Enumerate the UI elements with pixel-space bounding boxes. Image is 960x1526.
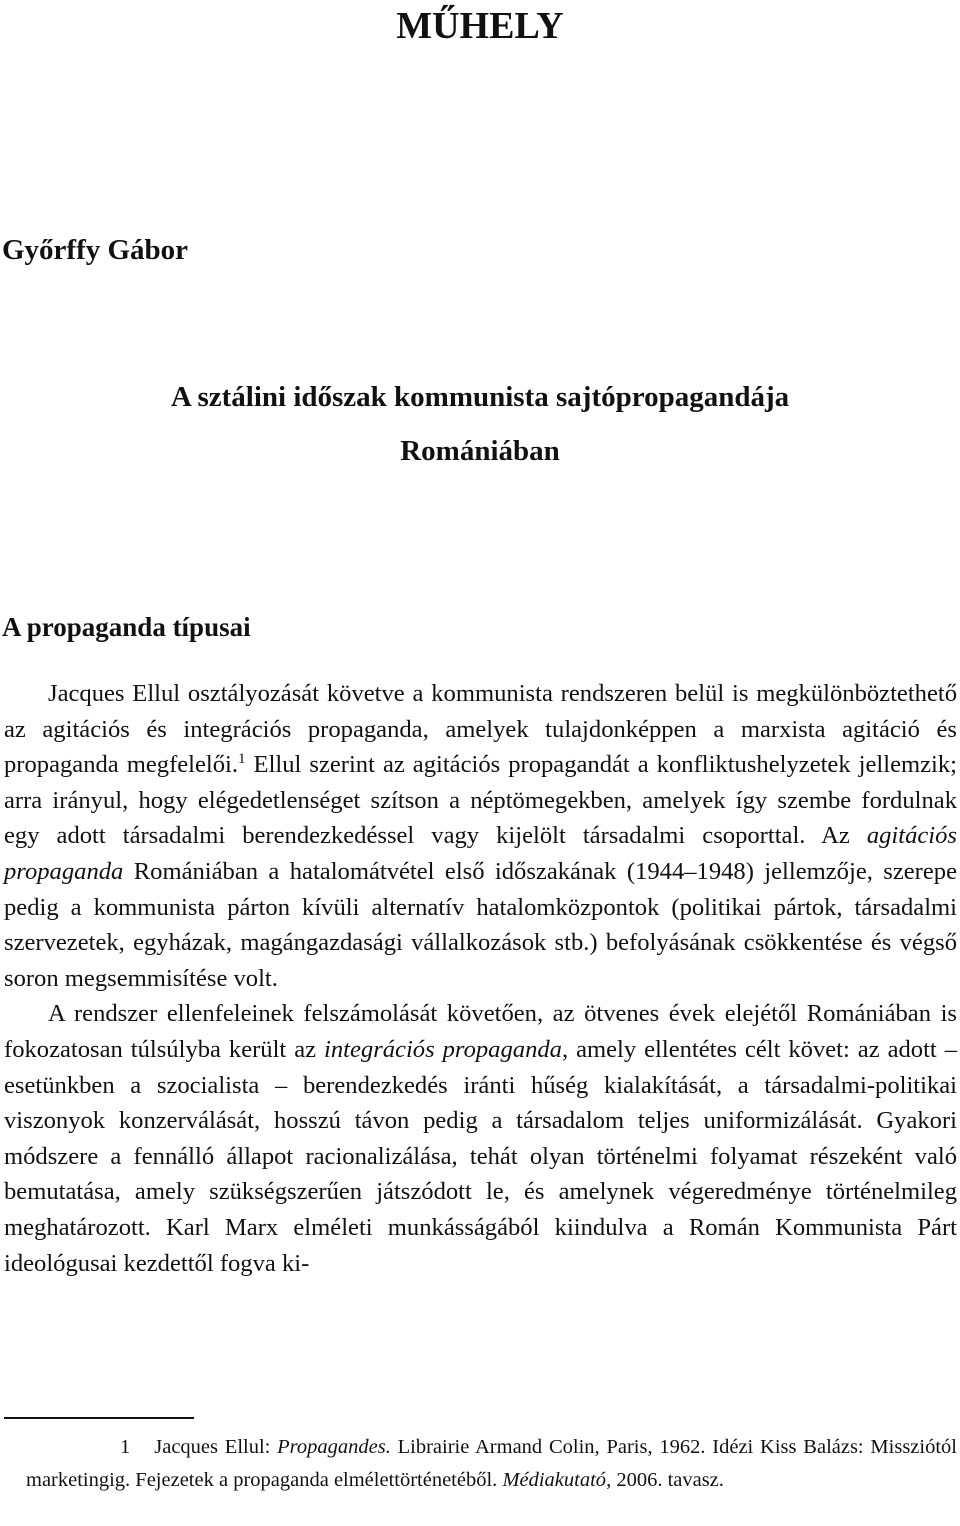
footnote <box>26 1431 957 1497</box>
paragraph-2-part-b: , amely ellentétes célt követ: az adott – esetünkben a szocialista – berendezkedés iránti hűség kialakítását, a társadalmi-politikai viszonyok konzerválását, hosszú távon pedig a társadalom teljes uniformizálását. Gyakori módszere a fennálló állapot racionalizálása, tehát olyan történelmi folyamat részeként való bemutatása, amely szükségszerűen játszódott le, és amelynek végeredménye történelmileg meghatározott. Karl Marx elméleti munkásságából kiindulva a Román Kommunista Párt ideológusai kezdettől fogva ki- <box>4 1035 958 1277</box>
paragraph-1-part-b: Ellul szerint az agitációs propagandát a konfliktushelyzetek jellemzik; arra irányul, hogy elégedetlenséget szítson a néptömegekben, amelyek így szembe fordulnak egy adott társadalmi berendezkedéssel vagy kijelölt társadalmi csoporttal. Az <box>4 751 957 850</box>
footnote-reference[interactable]: 1 <box>238 751 246 767</box>
body-text <box>4 676 957 1281</box>
footnote-number: 1 <box>120 1436 131 1458</box>
section-title: MŰHELY <box>396 5 564 47</box>
footnote-item <box>26 1431 957 1497</box>
author-name: Győrffy Gábor <box>2 234 189 266</box>
paragraph-1 <box>4 676 957 996</box>
paragraph-1-part-a: Jacques Ellul osztályozását követve a kommunista rendszeren belül is megkülönböztethető az agitációs és integrációs propaganda, amelyek tulajdonképpen a marxista agitáció és propaganda megfelelői. <box>4 680 957 779</box>
article-title-line-2: Romániában <box>400 435 560 467</box>
footnote-text-a: Jacques Ellul: <box>154 1436 278 1458</box>
footnote-emphasis-a: Propagandes. <box>277 1436 391 1458</box>
paragraph-2 <box>4 996 957 1281</box>
footnote-emphasis-b: Médiakutató <box>502 1469 607 1491</box>
paragraph-1-part-c: Romániában a hatalomátvétel első időszakának (1944–1948) jellemzője, szerepe pedig a kommunista párton kívüli alternatív hatalomközpontok (politikai pártok, társadalmi szervezetek, egyházak, magángazdasági vállalkozások stb.) befolyásának csökkentése és végső soron megsemmisítése volt. <box>4 857 957 992</box>
paragraph-1-emphasis: agitációs propaganda <box>4 822 957 885</box>
article-title-line-1: A sztálini időszak kommunista sajtópropagandája <box>170 381 790 413</box>
paragraph-2-emphasis: integrációs propaganda <box>324 1035 562 1063</box>
footnote-rule <box>4 1417 194 1419</box>
paragraph-2-part-a: A rendszer ellenfeleinek felszámolását követően, az ötvenes évek elejétől Romániában is fokozatosan túlsúlyba került az <box>4 1000 957 1063</box>
article-title <box>0 370 960 478</box>
footnote-text-b: Librairie Armand Colin, Paris, 1962. Idézi Kiss Balázs: Missziótól marketingig. Fejezetek a propaganda elmélettörténetéből. <box>26 1436 957 1491</box>
footnote-text-c: , 2006. tavasz. <box>606 1469 724 1491</box>
subheading: A propaganda típusai <box>2 612 251 642</box>
